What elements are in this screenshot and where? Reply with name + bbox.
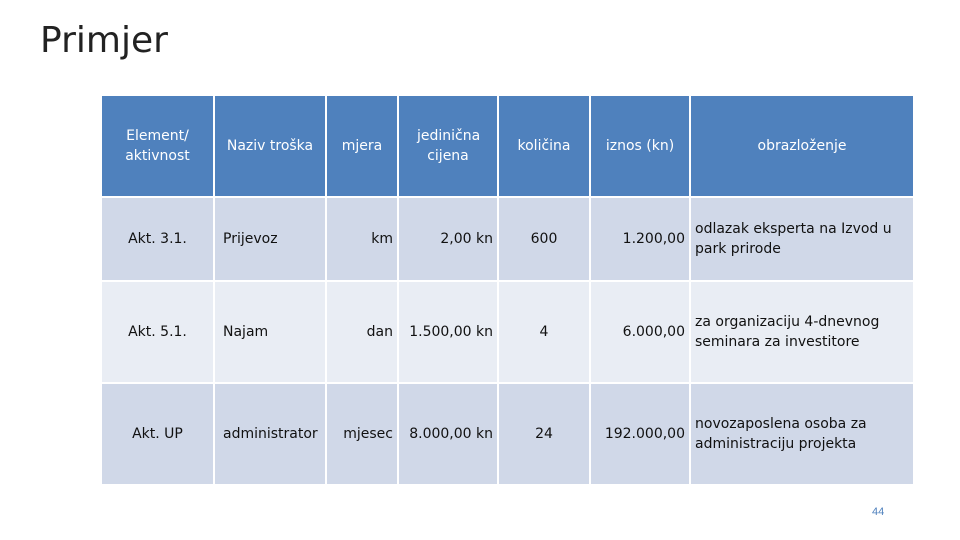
cell-mjera: mjesec xyxy=(326,383,398,485)
cell-obrazlozenje: odlazak eksperta na Izvod u park prirode xyxy=(690,197,914,281)
cell-element: Akt. 3.1. xyxy=(101,197,214,281)
header-kolicina: količina xyxy=(498,95,590,197)
cell-naziv: Najam xyxy=(214,281,326,383)
header-naziv: Naziv troška xyxy=(214,95,326,197)
cost-table xyxy=(100,94,915,486)
table-row xyxy=(101,383,914,485)
cell-cijena: 2,00 kn xyxy=(398,197,498,281)
cell-obrazlozenje: za organizaciju 4-dnevnog seminara za investitore xyxy=(690,281,914,383)
header-obrazlozenje: obrazloženje xyxy=(690,95,914,197)
table-row xyxy=(101,197,914,281)
cell-cijena: 1.500,00 kn xyxy=(398,281,498,383)
cell-cijena: 8.000,00 kn xyxy=(398,383,498,485)
cell-element: Akt. UP xyxy=(101,383,214,485)
table-header-row xyxy=(101,95,914,197)
cell-mjera: km xyxy=(326,197,398,281)
header-mjera: mjera xyxy=(326,95,398,197)
cell-kolicina: 600 xyxy=(498,197,590,281)
header-cijena: jedinična cijena xyxy=(398,95,498,197)
cell-iznos: 1.200,00 xyxy=(590,197,690,281)
header-iznos: iznos (kn) xyxy=(590,95,690,197)
slide-title: Primjer xyxy=(40,20,168,61)
cell-naziv: administrator xyxy=(214,383,326,485)
table-row xyxy=(101,281,914,383)
cell-obrazlozenje: novozaposlena osoba za administraciju projekta xyxy=(690,383,914,485)
cell-naziv: Prijevoz xyxy=(214,197,326,281)
cell-iznos: 192.000,00 xyxy=(590,383,690,485)
cell-element: Akt. 5.1. xyxy=(101,281,214,383)
cell-iznos: 6.000,00 xyxy=(590,281,690,383)
cell-kolicina: 24 xyxy=(498,383,590,485)
cell-mjera: dan xyxy=(326,281,398,383)
cell-kolicina: 4 xyxy=(498,281,590,383)
header-element: Element/ aktivnost xyxy=(101,95,214,197)
page-number: 44 xyxy=(872,506,885,518)
